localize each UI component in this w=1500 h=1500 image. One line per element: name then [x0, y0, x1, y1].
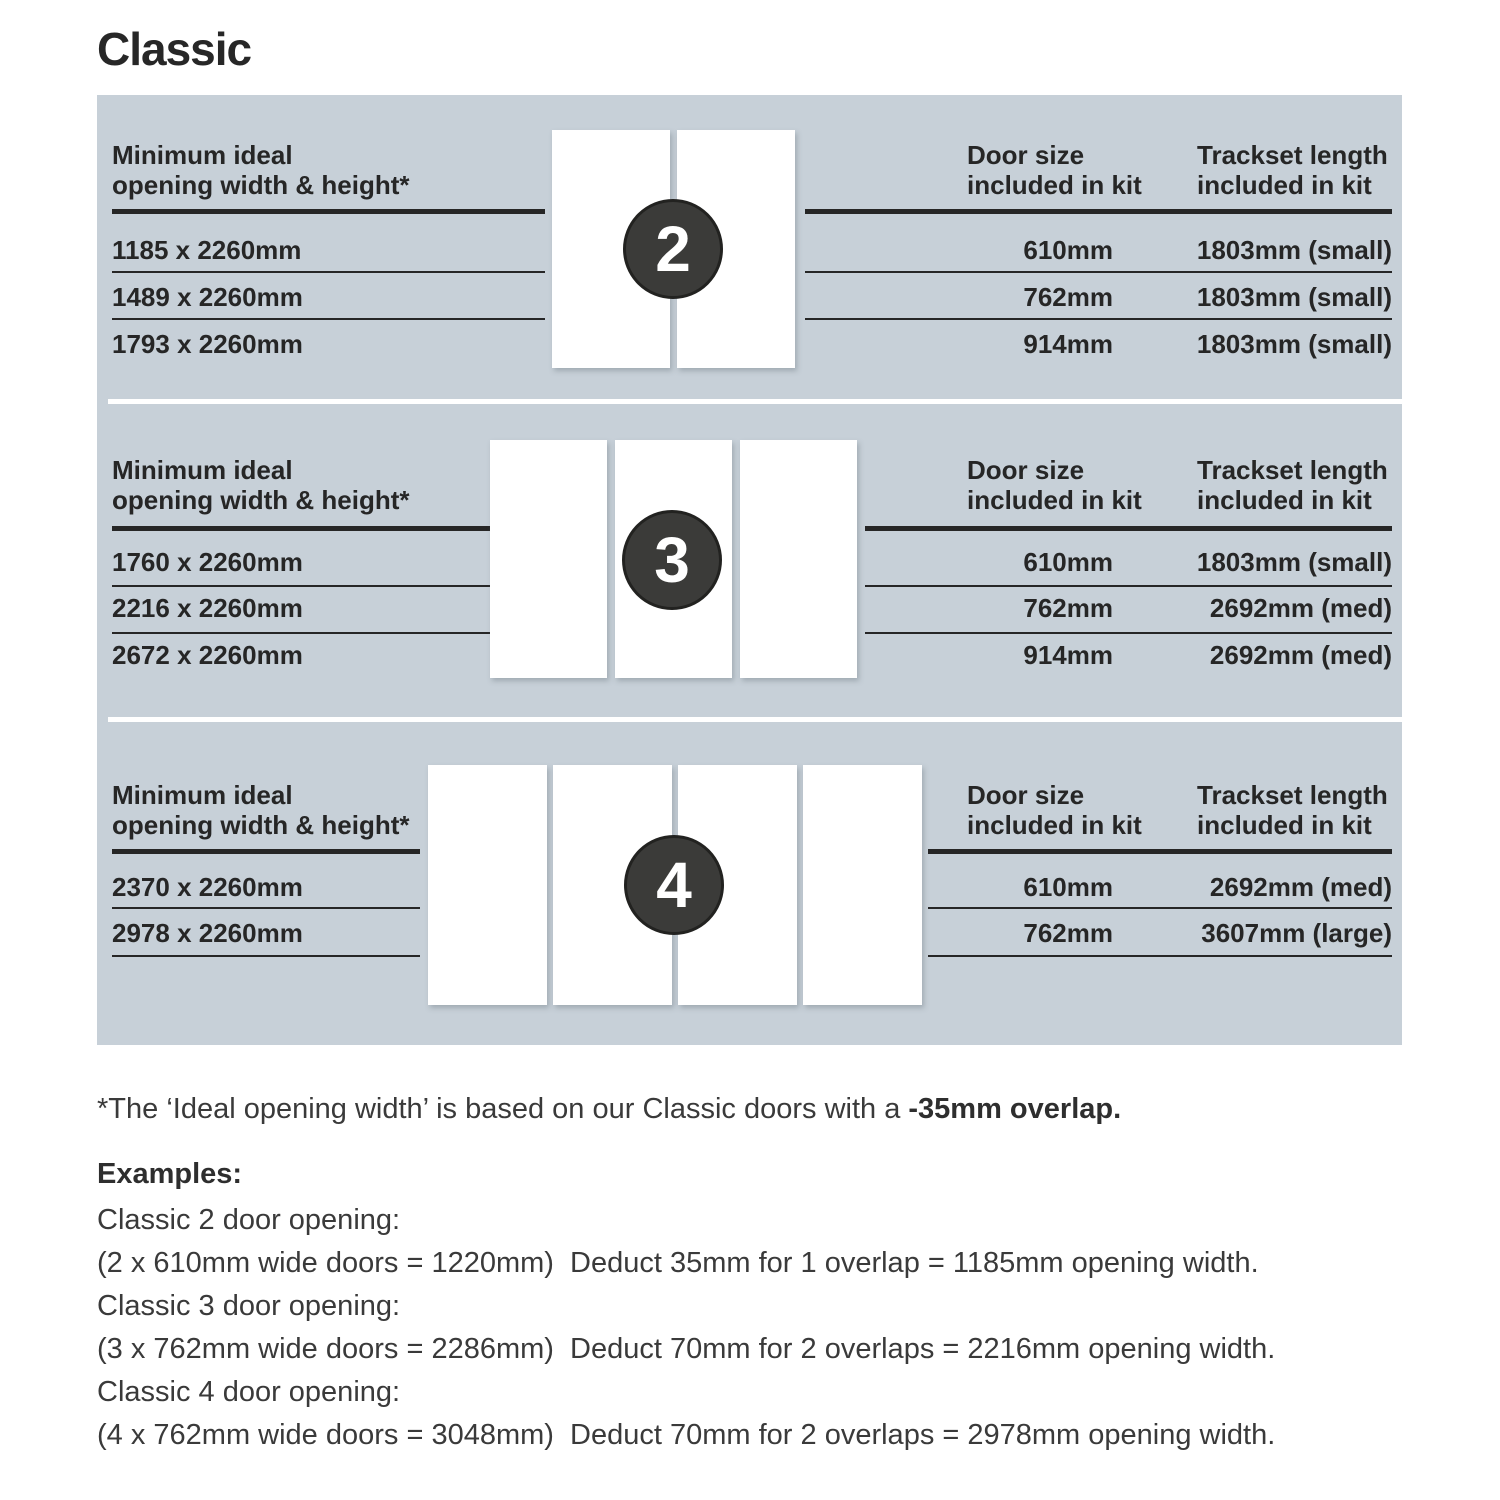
door-size-value: 762mm — [1023, 593, 1113, 623]
door-size-column-header — [967, 780, 1142, 840]
trackset-value: 1803mm (small) — [1196, 282, 1392, 312]
trackset-column-header — [1197, 140, 1388, 200]
opening-value: 1489 x 2260mm — [112, 282, 303, 312]
section-divider — [108, 399, 1402, 404]
spec-panel — [97, 95, 1402, 1045]
row-rule — [112, 907, 420, 909]
row-rule — [112, 585, 545, 587]
example-line: (3 x 762mm wide doors = 2286mm) Deduct 70mm for 2 overlaps = 2216mm opening width. — [97, 1333, 1276, 1365]
trackset-header-line1: Trackset length — [1197, 780, 1388, 810]
header-rule — [928, 849, 1392, 854]
trackset-value: 1803mm (small) — [1196, 547, 1392, 577]
opening-value: 1185 x 2260mm — [112, 235, 302, 265]
opening-value: 1760 x 2260mm — [112, 547, 303, 577]
door-size-value: 610mm — [1023, 235, 1113, 265]
header-rule — [112, 526, 545, 531]
header-rule — [865, 526, 1392, 531]
door-size-column-header — [967, 455, 1142, 515]
trackset-header-line2: included in kit — [1197, 170, 1372, 200]
opening-column-header — [112, 780, 410, 840]
door-panel — [428, 765, 547, 1005]
opening-value: 2216 x 2260mm — [112, 593, 303, 623]
row-rule — [805, 318, 1392, 320]
trackset-header-line1: Trackset length — [1197, 455, 1388, 485]
door-size-value: 914mm — [1023, 640, 1113, 670]
row-rule — [112, 271, 545, 273]
trackset-value: 2692mm (med) — [1209, 872, 1392, 902]
door-panel — [490, 440, 607, 678]
row-rule — [112, 632, 545, 634]
opening-header-line1: Minimum ideal — [112, 455, 293, 485]
door-count-number: 4 — [656, 849, 692, 921]
example-line: (4 x 762mm wide doors = 3048mm) Deduct 70mm for 2 overlaps = 2978mm opening width. — [97, 1419, 1276, 1451]
door-count-badge — [623, 199, 723, 299]
example-line: Classic 3 door opening: — [97, 1290, 401, 1322]
row-rule — [928, 907, 1392, 909]
row-rule — [112, 955, 420, 957]
door-size-header-line1: Door size — [967, 140, 1085, 170]
trackset-value: 1803mm (small) — [1196, 329, 1392, 359]
door-size-value: 762mm — [1023, 282, 1113, 312]
opening-value: 2672 x 2260mm — [112, 640, 303, 670]
opening-header-line2: opening width & height* — [112, 170, 410, 200]
footnote-text: *The ‘Ideal opening width’ is based on our Classic doors with a — [97, 1093, 909, 1125]
footnote — [97, 1093, 1121, 1126]
row-rule — [928, 955, 1392, 957]
door-size-value: 914mm — [1023, 329, 1113, 359]
opening-header-line2: opening width & height* — [112, 810, 410, 840]
example-line: Classic 4 door opening: — [97, 1376, 401, 1408]
door-panel — [803, 765, 922, 1005]
row-rule — [865, 632, 1392, 634]
header-rule — [112, 209, 545, 214]
door-size-value: 762mm — [1023, 918, 1113, 948]
door-size-value: 610mm — [1023, 872, 1113, 902]
trackset-column-header — [1197, 455, 1388, 515]
door-count-badge — [622, 510, 722, 610]
examples-list — [97, 1199, 1275, 1457]
door-size-value: 610mm — [1023, 547, 1113, 577]
example-line: Classic 2 door opening: — [97, 1204, 401, 1236]
row-rule — [865, 585, 1392, 587]
opening-column-header — [112, 140, 410, 200]
door-count-number: 2 — [655, 213, 691, 285]
section-divider — [108, 717, 1402, 722]
header-rule — [805, 209, 1392, 214]
door-size-header-line2: included in kit — [967, 170, 1142, 200]
opening-header-line1: Minimum ideal — [112, 780, 293, 810]
door-size-header-line2: included in kit — [967, 810, 1142, 840]
door-size-header-line2: included in kit — [967, 485, 1142, 515]
row-rule — [805, 271, 1392, 273]
opening-header-line2: opening width & height* — [112, 485, 410, 515]
trackset-value: 2692mm (med) — [1209, 640, 1392, 670]
opening-value: 2370 x 2260mm — [112, 872, 303, 902]
trackset-value: 2692mm (med) — [1209, 593, 1392, 623]
trackset-value: 3607mm (large) — [1201, 918, 1392, 948]
door-size-column-header — [967, 140, 1142, 200]
opening-value: 2978 x 2260mm — [112, 918, 303, 948]
opening-value: 1793 x 2260mm — [112, 329, 303, 359]
opening-column-header — [112, 455, 410, 515]
door-panel — [740, 440, 857, 678]
example-line: (2 x 610mm wide doors = 1220mm) Deduct 35mm for 1 overlap = 1185mm opening width. — [97, 1247, 1259, 1279]
row-rule — [112, 318, 545, 320]
door-size-header-line1: Door size — [967, 455, 1085, 485]
door-size-header-line1: Door size — [967, 780, 1085, 810]
page-title: Classic — [97, 23, 252, 75]
examples-heading: Examples: — [97, 1158, 243, 1190]
trackset-value: 1803mm (small) — [1196, 235, 1392, 265]
trackset-column-header — [1197, 780, 1388, 840]
header-rule — [112, 849, 420, 854]
opening-header-line1: Minimum ideal — [112, 140, 293, 170]
door-count-number: 3 — [654, 524, 690, 596]
footnote-bold-text: -35mm overlap. — [908, 1093, 1122, 1125]
trackset-header-line1: Trackset length — [1197, 140, 1388, 170]
trackset-header-line2: included in kit — [1197, 810, 1372, 840]
trackset-header-line2: included in kit — [1197, 485, 1372, 515]
door-count-badge — [624, 835, 724, 935]
